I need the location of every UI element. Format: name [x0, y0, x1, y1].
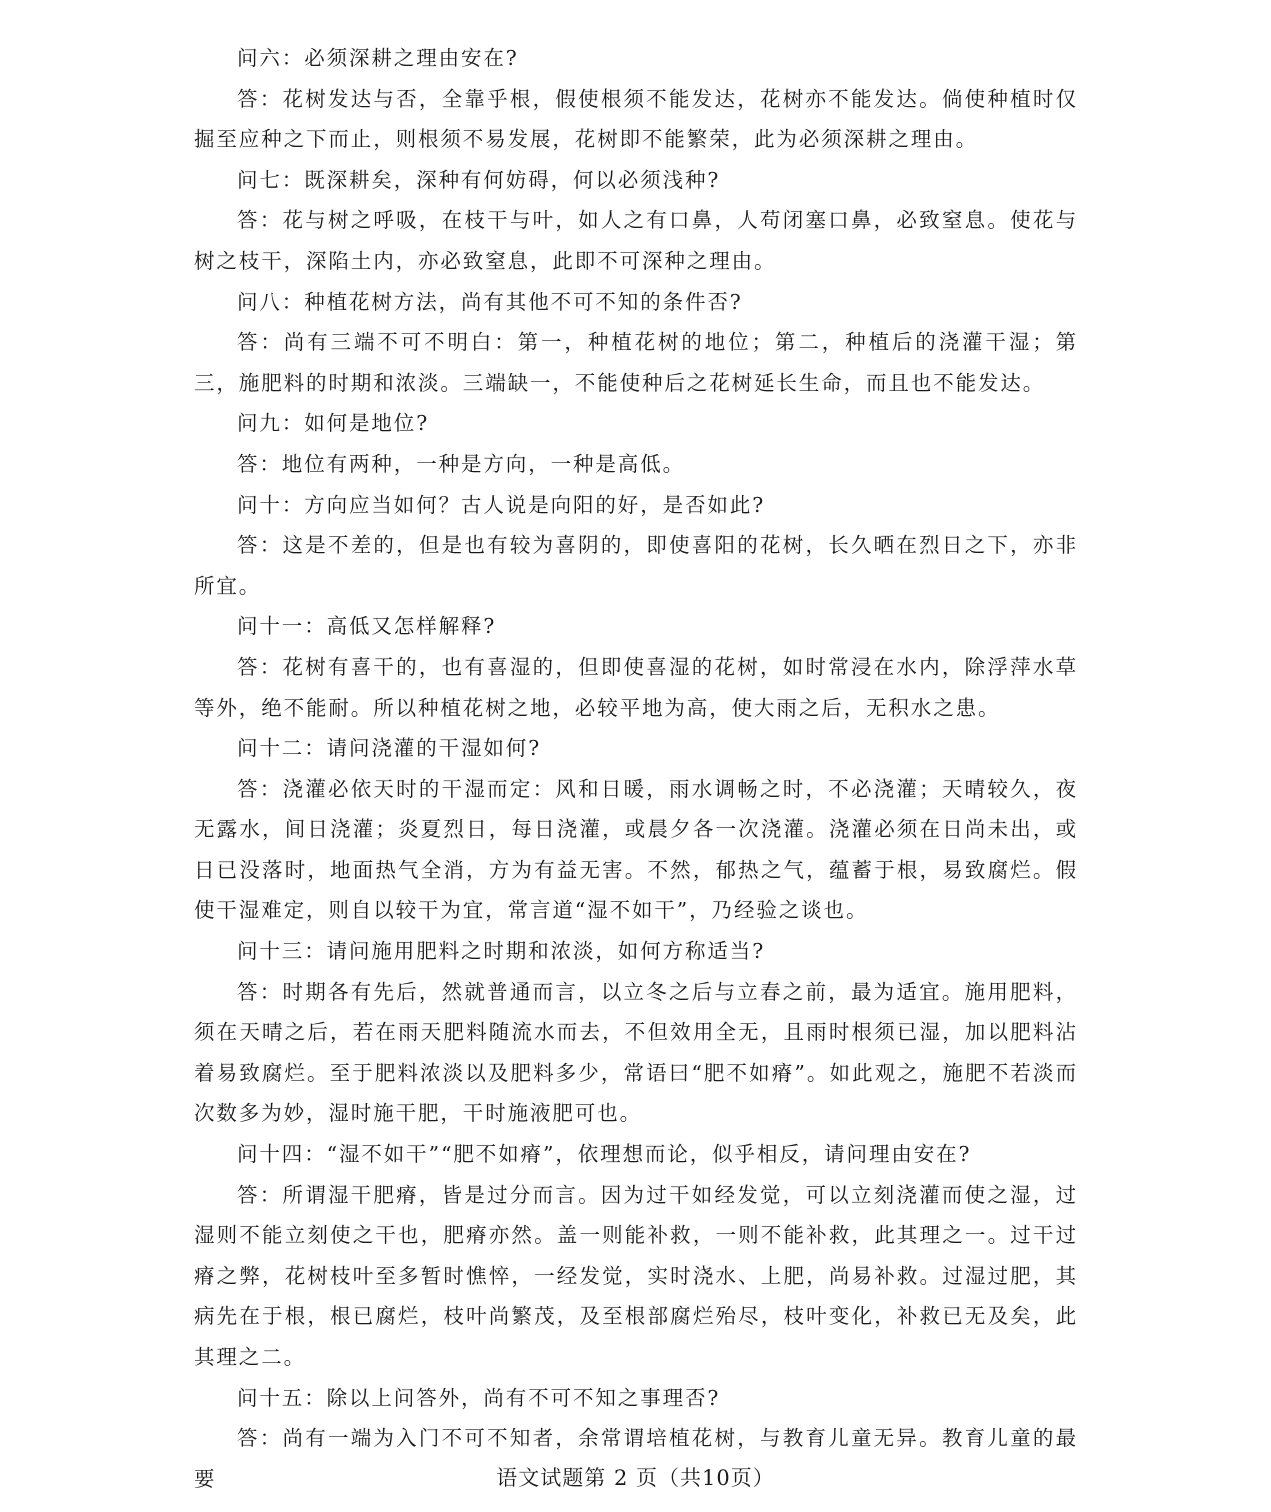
answer-12: 答：浇灌必依天时的干湿而定：风和日暖，雨水调畅之时，不必浇灌；天晴较久，夜无露水，间日浇灌；炎夏烈日，每日浇灌，或晨夕各一次浇灌。浇灌必须在日尚未出，或日已没落时，地面热气全消，方为有益无害。不然，郁热之气，蕴蓄于根，易致腐烂。假使干湿难定，则自以较干为宜，常言道“湿不如干”，乃经验之谈也。 [194, 776, 1078, 923]
answer-9: 答：地位有两种，一种是方向，一种是高低。 [237, 451, 685, 476]
answer-10: 答：这是不差的，但是也有较为喜阴的，即使喜阳的花树，长久晒在烈日之下，亦非所宜。 [194, 533, 1078, 598]
question-15: 问十五：除以上问答外，尚有不可不知之事理否? [237, 1385, 721, 1410]
answer-8: 答：尚有三端不可不明白：第一，种植花树的地位；第二，种植后的浇灌干湿；第三，施肥料的时期和浓淡。三端缺一，不能使种后之花树延长生命，而且也不能发达。 [194, 330, 1078, 395]
answer-15: 答：尚有一端为入门不可不知者，余常谓培植花树，与教育儿童无异。教育儿童的最要 [194, 1426, 1078, 1491]
question-10: 问十：方向应当如何？古人说是向阳的好，是否如此? [237, 492, 766, 517]
question-6: 问六：必须深耕之理由安在? [237, 46, 519, 70]
question-7: 问七：既深耕矣，深种有何妨碍，何以必须浅种? [237, 167, 721, 192]
answer-6: 答：花树发达与否，全靠乎根，假使根须不能发达，花树亦不能发达。倘使种植时仅掘至应种之下而止，则根须不易发展，花树即不能繁荣，此为必须深耕之理由。 [194, 86, 1078, 152]
answer-14: 答：所谓湿干肥瘠，皆是过分而言。因为过干如经发觉，可以立刻浇灌而使之湿，过湿则不能立刻使之干也，肥瘠亦然。盖一则能补救，一则不能补救，此其理之一。过干过瘠之弊，花树枝叶至多暂时憔悴，一经发觉，实时浇水、上肥，尚易补救。过湿过肥，其病先在于根，根已腐烂，枝叶尚繁茂，及至根部腐烂殆尽，枝叶变化，补救已无及矣，此其理之二。 [194, 1182, 1078, 1369]
answer-7: 答：花与树之呼吸，在枝干与叶，如人之有口鼻，人苟闭塞口鼻，必致窒息。使花与树之枝干，深陷土内，亦必致窒息，此即不可深种之理由。 [194, 208, 1078, 273]
question-8: 问八：种植花树方法，尚有其他不可不知的条件否? [237, 289, 743, 314]
answer-13: 答：时期各有先后，然就普通而言，以立冬之后与立春之前，最为适宜。施用肥料，须在天晴之后，若在雨天肥料随流水而去，不但效用全无，且雨时根须已湿，加以肥料沾着易致腐烂。至于肥料浓淡以及肥料多少，常语曰“肥不如瘠”。如此观之，施肥不若淡而次数多为妙，湿时施干肥，干时施液肥可也。 [194, 979, 1078, 1126]
page-footer: 语文试题第 2 页（共10页） [496, 1466, 775, 1490]
question-11: 问十一：高低又怎样解释? [237, 614, 497, 639]
question-14: 问十四：“湿不如干”“肥不如瘠”，依理想而论，似乎相反，请问理由安在? [237, 1142, 972, 1167]
question-12: 问十二：请问浇灌的干湿如何? [237, 736, 542, 761]
exam-page-body [194, 38, 1078, 1499]
answer-11: 答：花树有喜干的，也有喜湿的，但即使喜湿的花树，如时常浸在水内，除浮萍水草等外，绝不能耐。所以种植花树之地，必较平地为高，使大雨之后，无积水之患。 [194, 654, 1078, 720]
question-13: 问十三：请问施用肥料之时期和浓淡，如何方称适当? [237, 939, 766, 964]
question-9: 问九：如何是地位? [237, 411, 430, 436]
